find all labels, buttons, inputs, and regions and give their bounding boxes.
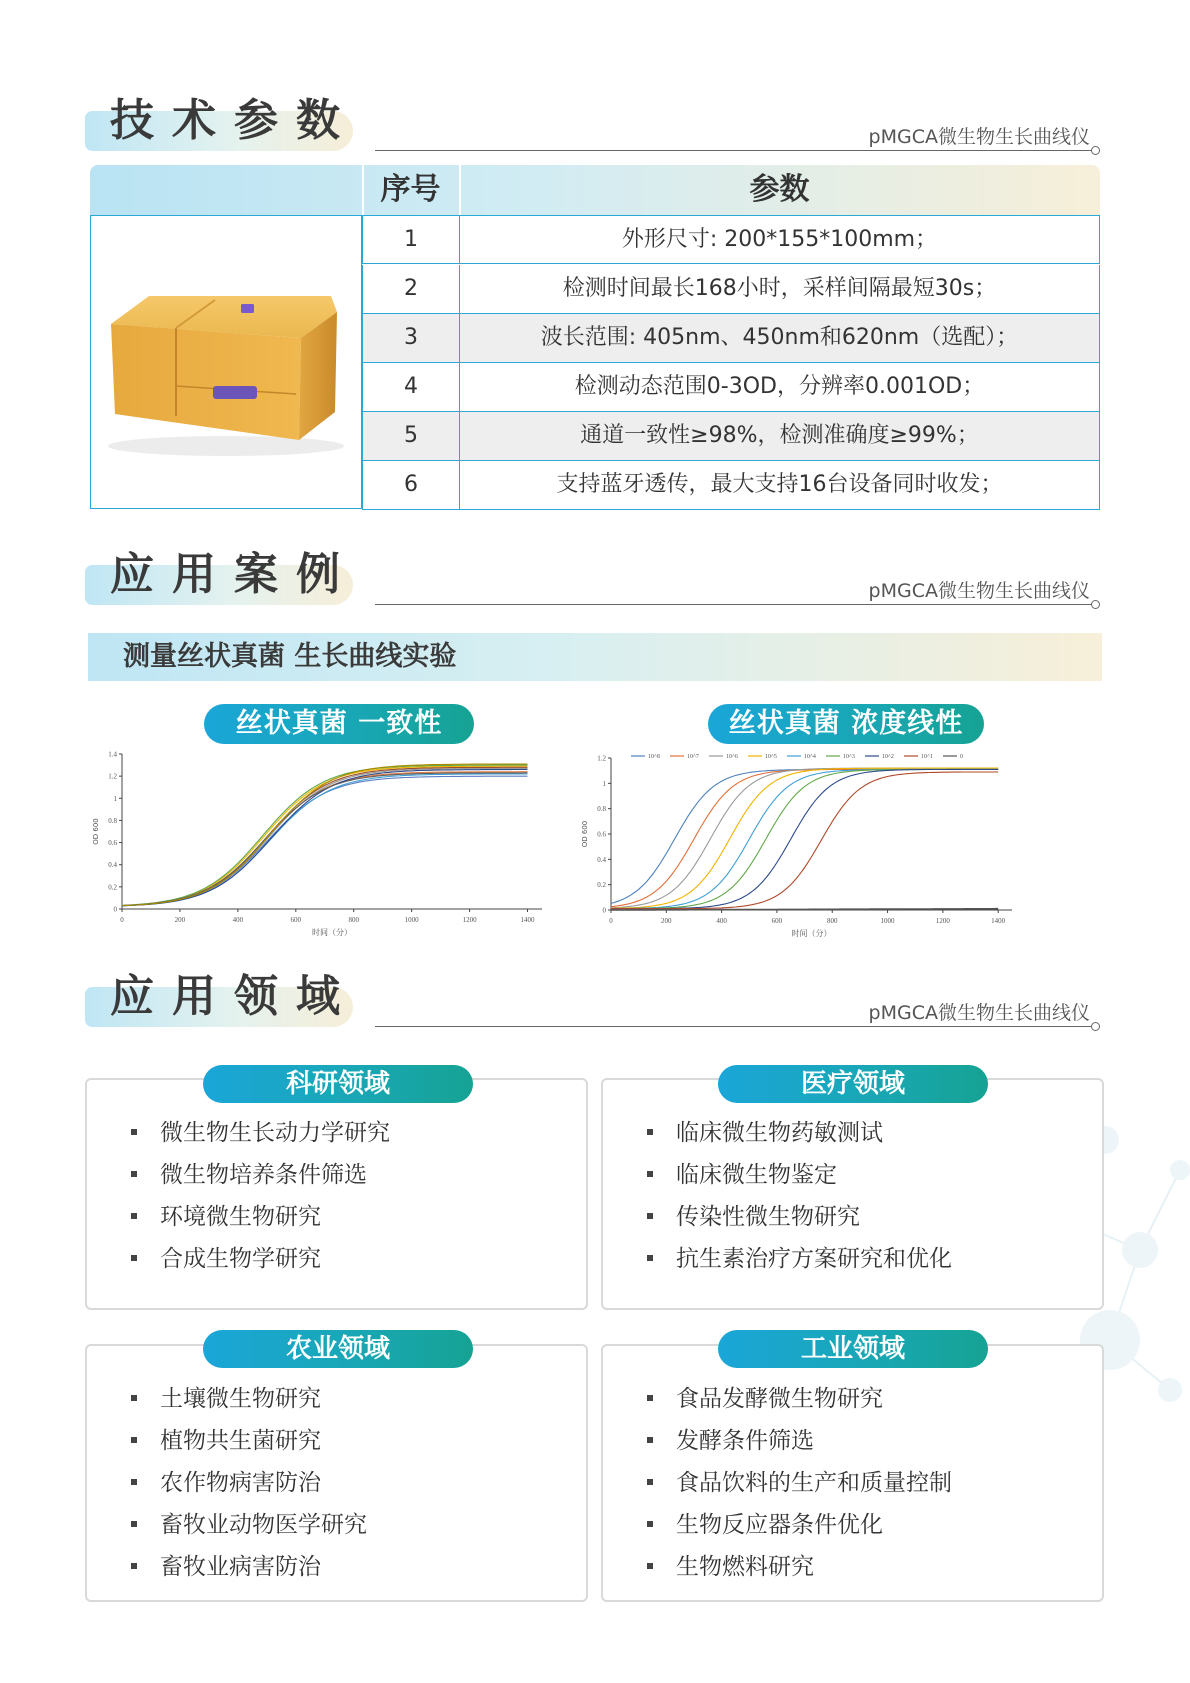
y-tick-label: 1.2 [597,754,606,763]
product-name: pMGCA微生物生长曲线仪 [868,1002,1090,1024]
legend-label: 10^4 [804,754,816,760]
col-header-param: 参数 [749,172,810,207]
legend-label: 10^1 [921,754,933,760]
series-line [611,769,998,908]
x-tick-label: 1000 [880,917,895,925]
y-tick-label: 1 [602,779,606,788]
spec-row-value: 外形尺寸: 200*155*100mm； [621,227,938,252]
section-header-fields [0,962,1190,1032]
spec-row [362,461,1100,510]
field-box-research [85,1078,588,1310]
spec-row [362,412,1100,461]
list-item: 畜牧业病害防治 [131,1546,367,1588]
field-list [647,1378,952,1588]
spec-row-value: 检测时间最长168小时，采样间隔最短30s； [562,276,997,301]
bullet-icon [647,1563,653,1569]
divider-end-dot [1091,1022,1100,1031]
divider-end-dot [1091,146,1100,155]
y-tick-label: 0.2 [597,881,606,890]
divider [375,150,1094,151]
field-list [131,1378,367,1588]
series-line [611,769,998,906]
chart-title-linearity: 丝状真菌 浓度线性 [708,704,984,744]
x-tick-label: 400 [232,916,244,924]
spec-row [362,265,1100,314]
product-image-cell [90,215,362,509]
bullet-icon [131,1395,137,1401]
x-tick-label: 1200 [462,916,477,924]
bullet-icon [647,1213,653,1219]
series-line [122,776,528,906]
y-tick-label: 0.6 [108,839,117,848]
field-box-industry [601,1344,1104,1602]
list-item: 食品发酵微生物研究 [647,1378,952,1420]
field-title-agriculture: 农业领域 [203,1330,473,1368]
x-tick-label: 200 [174,916,186,924]
list-item: 抗生素治疗方案研究和优化 [647,1238,952,1280]
chart-consistency-svg [92,746,582,946]
bullet-icon [647,1395,653,1401]
list-item: 发酵条件筛选 [647,1420,952,1462]
bullet-icon [131,1521,137,1527]
product-name: pMGCA微生物生长曲线仪 [868,580,1090,602]
spec-row [362,215,1100,264]
series-line [611,768,998,908]
y-tick-label: 0.6 [597,830,606,839]
bullet-icon [647,1479,653,1485]
field-list [647,1112,952,1280]
y-tick-label: 0 [602,906,606,915]
bullet-icon [131,1171,137,1177]
list-item: 微生物生长动力学研究 [131,1112,390,1154]
x-tick-label: 1000 [404,916,419,924]
spec-row-no: 5 [363,412,460,460]
list-item: 环境微生物研究 [131,1196,390,1238]
y-tick-label: 0.8 [597,805,606,814]
list-item: 生物燃料研究 [647,1546,952,1588]
spec-row-no: 6 [363,461,460,509]
spec-row-no: 3 [363,314,460,362]
section-title: 应用案例 [110,549,358,600]
bullet-icon [131,1129,137,1135]
bullet-icon [131,1255,137,1261]
legend-label: 0 [960,754,963,760]
spec-row-value: 检测动态范围0-3OD，分辨率0.001OD； [574,374,985,399]
spec-row-no: 1 [363,216,460,263]
chart-title-consistency: 丝状真菌 一致性 [204,704,474,744]
y-tick-label: 0.8 [108,816,117,825]
section-title: 技术参数 [110,95,358,146]
series-line [611,769,998,903]
x-axis-label: 时间（分） [312,928,352,937]
list-item: 传染性微生物研究 [647,1196,952,1238]
section-title: 应用领域 [110,971,358,1022]
spec-row-value: 波长范围: 405nm、450nm和620nm（选配）； [540,325,1019,350]
legend-label: 10^2 [882,754,894,760]
section-header-specs [0,86,1190,156]
chart-linearity-svg [581,746,1085,946]
series-line [122,770,528,906]
list-item: 植物共生菌研究 [131,1420,367,1462]
x-tick-label: 800 [826,917,838,925]
field-title-research: 科研领域 [203,1065,473,1103]
x-tick-label: 1400 [991,917,1006,925]
y-tick-label: 0.4 [108,861,117,870]
bullet-icon [647,1521,653,1527]
bullet-icon [647,1171,653,1177]
section-header-cases [0,540,1190,610]
legend-label: 10^3 [843,754,855,760]
spec-row-value: 通道一致性≥98%，检测准确度≥99%； [580,423,979,448]
series-line [611,768,998,908]
spec-row-no: 2 [363,265,460,313]
x-axis-label: 时间（分） [791,929,832,938]
chart-linearity [581,746,1085,946]
bullet-icon [131,1479,137,1485]
list-item: 畜牧业动物医学研究 [131,1504,367,1546]
legend-label: 10^6 [726,754,738,760]
x-tick-label: 600 [290,916,302,924]
case-banner-title: 测量丝状真菌 生长曲线实验 [123,641,457,672]
field-box-agriculture [85,1344,588,1602]
divider [375,1026,1094,1027]
bullet-icon [647,1129,653,1135]
product-name: pMGCA微生物生长曲线仪 [868,126,1090,148]
spec-row [362,314,1100,363]
bullet-icon [131,1563,137,1569]
bullet-icon [647,1255,653,1261]
list-item: 合成生物学研究 [131,1238,390,1280]
spec-table [90,165,1100,509]
list-item: 土壤微生物研究 [131,1378,367,1420]
legend-label: 10^5 [765,754,777,760]
legend-label: 10^8 [648,754,660,760]
series-line [611,772,998,909]
field-title-industry: 工业领域 [718,1330,988,1368]
y-tick-label: 0.4 [597,855,606,864]
field-title-medical: 医疗领域 [718,1065,988,1103]
list-item: 微生物培养条件筛选 [131,1154,390,1196]
y-tick-label: 0.2 [108,883,117,892]
bullet-icon [131,1437,137,1443]
x-tick-label: 800 [348,916,359,924]
series-line [122,772,528,906]
x-tick-label: 600 [771,917,783,925]
x-tick-label: 0 [120,916,124,924]
x-tick-label: 400 [716,917,727,925]
case-banner [88,633,1102,681]
series-line [122,765,528,905]
list-item: 临床微生物鉴定 [647,1154,952,1196]
chart-consistency [92,746,582,946]
device-image [91,216,361,508]
series-line [611,769,998,908]
y-axis-label: OD 600 [92,818,100,845]
field-list [131,1112,390,1280]
series-line [611,769,998,908]
spec-row [362,363,1100,412]
x-tick-label: 1200 [935,917,950,925]
y-axis-label: OD 600 [581,820,589,848]
spec-row-no: 4 [363,363,460,411]
divider [375,604,1094,605]
x-tick-label: 200 [661,917,672,925]
field-box-medical [601,1078,1104,1310]
x-tick-label: 1400 [520,916,535,924]
col-header-no: 序号 [380,172,441,207]
bullet-icon [131,1213,137,1219]
spec-row-value: 支持蓝牙透传，最大支持16台设备同时收发； [556,472,1003,497]
bullet-icon [647,1437,653,1443]
y-tick-label: 1 [113,794,117,803]
series-line [122,774,528,906]
x-tick-label: 0 [609,917,613,925]
list-item: 临床微生物药敏测试 [647,1112,952,1154]
y-tick-label: 1.2 [108,772,117,781]
y-tick-label: 1.4 [108,750,117,759]
list-item: 生物反应器条件优化 [647,1504,952,1546]
legend-label: 10^7 [687,754,699,760]
list-item: 农作物病害防治 [131,1462,367,1504]
list-item: 食品饮料的生产和质量控制 [647,1462,952,1504]
y-tick-label: 0 [113,905,117,914]
divider-end-dot [1091,600,1100,609]
